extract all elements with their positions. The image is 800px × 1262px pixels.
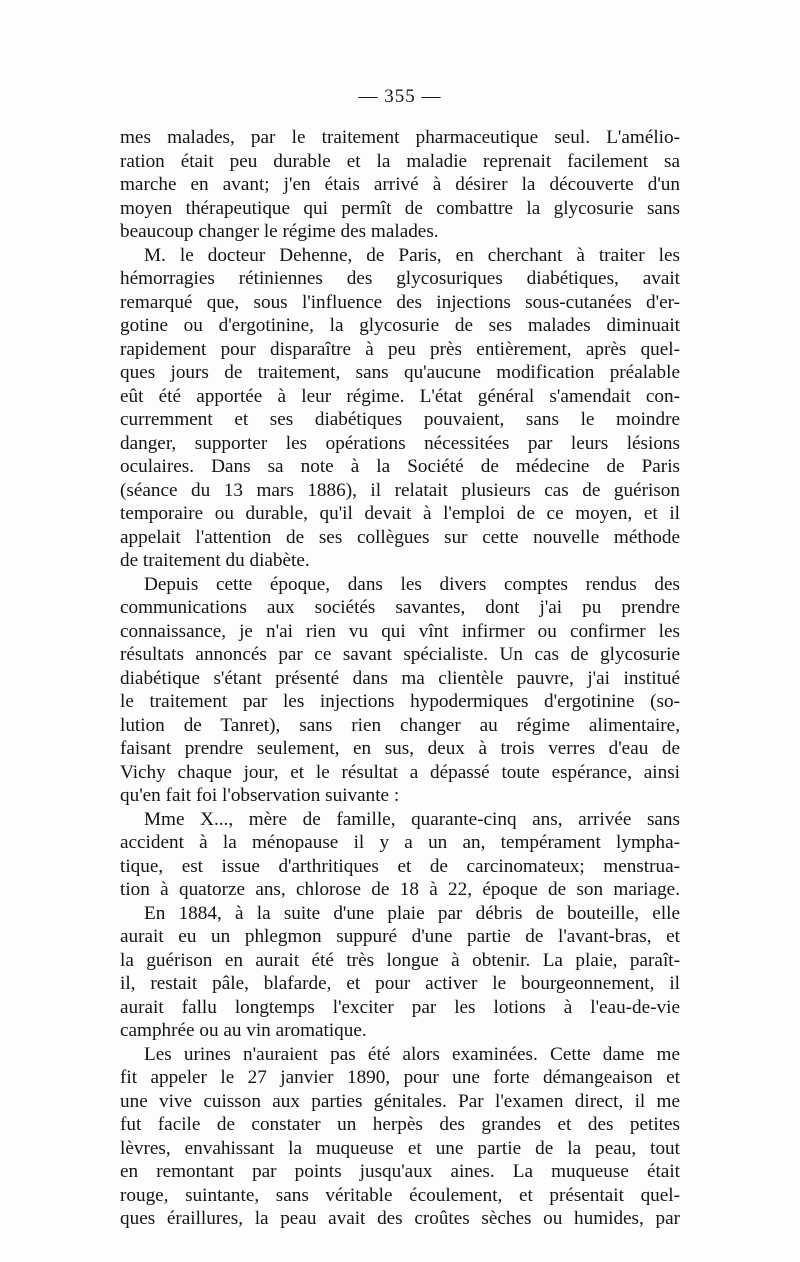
- text-line: moyen thérapeutique qui permît de combattre la glycosurie sans: [120, 197, 680, 219]
- text-line: curremment et ses diabétiques pouvaient, sans le moindre: [120, 409, 680, 430]
- text-line: résultats annoncés par ce savant spécialiste. Un cas de glycosurie: [120, 644, 680, 665]
- text-line: remarqué que, sous l'influence des injections sous-cutanées d'er-: [120, 291, 680, 313]
- text-line: hémorragies rétiniennes des glycosuriques diabétiques, avait: [120, 268, 680, 289]
- text-line: mes malades, par le traitement pharmaceutique seul. L'amélio-: [120, 127, 680, 148]
- text-line: Mme X..., mère de famille, quarante-cinq ans, arrivée sans: [144, 808, 680, 830]
- text-line: gotine ou d'ergotinine, la glycosurie de ses malades diminuait: [120, 315, 680, 336]
- text-line: ration était peu durable et la maladie reprenait facilement sa: [120, 150, 680, 172]
- text-line: en remontant par points jusqu'aux aines. La muqueuse était: [120, 1161, 680, 1182]
- text-line: Depuis cette époque, dans les divers comptes rendus des: [144, 573, 680, 595]
- text-line: temporaire ou durable, qu'il devait à l'emploi de ce moyen, et il: [120, 503, 680, 524]
- text-line: ques jours de traitement, sans qu'aucune modification préalable: [120, 362, 680, 383]
- text-line: Les urines n'auraient pas été alors examinées. Cette dame me: [144, 1043, 680, 1065]
- text-line: camphrée ou au vin aromatique.: [120, 1020, 367, 1041]
- text-line: oculaires. Dans sa note à la Société de médecine de Paris: [120, 456, 680, 477]
- text-line: accident à la ménopause il y a un an, tempérament lympha-: [120, 832, 680, 853]
- text-line: marche en avant; j'en étais arrivé à désirer la découverte d'un: [120, 174, 680, 195]
- text-line: fut facile de constater un herpès des grandes et des petites: [120, 1114, 680, 1135]
- text-line: de traitement du diabète.: [120, 550, 310, 571]
- text-line: aurait eu un phlegmon suppuré d'une partie de l'avant-bras, et: [120, 926, 680, 947]
- text-line: Vichy chaque jour, et le résultat a dépassé toute espérance, ainsi: [120, 761, 680, 783]
- text-line: il, restait pâle, blafarde, et pour activer le bourgeonnement, il: [120, 973, 680, 994]
- text-line: faisant prendre seulement, en sus, deux à trois verres d'eau de: [120, 738, 680, 759]
- text-line: une vive cuisson aux parties génitales. Par l'examen direct, il me: [120, 1090, 680, 1112]
- text-line: appelait l'attention de ses collègues sur cette nouvelle méthode: [120, 526, 680, 548]
- text-line: fit appeler le 27 janvier 1890, pour une forte démangeaison et: [120, 1067, 680, 1088]
- text-line: diabétique s'étant présenté dans ma clientèle pauvre, j'ai institué: [120, 667, 680, 689]
- text-line: le traitement par les injections hypodermiques d'ergotinine (so-: [120, 691, 680, 712]
- text-line: M. le docteur Dehenne, de Paris, en cherchant à traiter les: [144, 244, 680, 266]
- text-line: tique, est issue d'arthritiques et de carcinomateux; menstrua-: [120, 855, 680, 877]
- text-line: la guérison en aurait été très longue à obtenir. La plaie, paraît-: [120, 949, 680, 971]
- text-line: lution de Tanret), sans rien changer au régime alimentaire,: [120, 714, 680, 736]
- text-line: qu'en fait foi l'observation suivante :: [120, 785, 400, 806]
- text-line: danger, supporter les opérations nécessitées par leurs lésions: [120, 432, 680, 454]
- text-line: rapidement pour disparaître à peu près entièrement, après quel-: [120, 338, 680, 360]
- text-line: beaucoup changer le régime des malades.: [120, 221, 439, 242]
- text-line: communications aux sociétés savantes, dont j'ai pu prendre: [120, 597, 680, 618]
- body-text: [120, 126, 680, 1231]
- text-line: En 1884, à la suite d'une plaie par débris de bouteille, elle: [144, 902, 680, 924]
- page-number: — 355 —: [358, 86, 442, 107]
- text-line: lèvres, envahissant la muqueuse et une partie de la peau, tout: [120, 1137, 680, 1159]
- text-line: eût été apportée à leur régime. L'état général s'amendait con-: [120, 385, 680, 407]
- text-line: rouge, suintante, sans véritable écoulement, et présentait quel-: [120, 1184, 680, 1206]
- text-line: (séance du 13 mars 1886), il relatait plusieurs cas de guérison: [120, 479, 680, 501]
- text-line: aurait fallu longtemps l'exciter par les lotions à l'eau-de-vie: [120, 996, 680, 1018]
- text-line: tion à quatorze ans, chlorose de 18 à 22, époque de son mariage.: [120, 879, 680, 900]
- text-line: ques éraillures, la peau avait des croûtes sèches ou humides, par: [120, 1208, 680, 1229]
- text-line: connaissance, je n'ai rien vu qui vînt infirmer ou confirmer les: [120, 620, 680, 642]
